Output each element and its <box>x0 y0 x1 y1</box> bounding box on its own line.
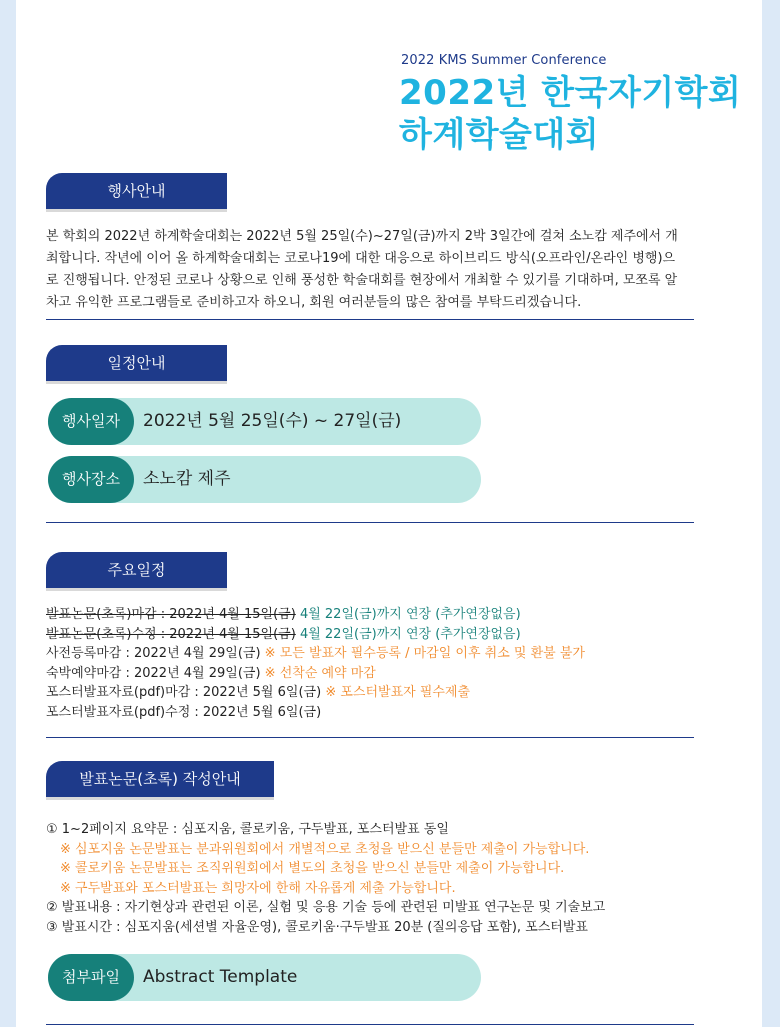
section-tab-abstract-guide <box>46 761 274 797</box>
guide-note: ※ 구두발표와 포스터발표는 희망자에 한해 자유롭게 제출 가능합니다. <box>60 880 456 896</box>
key-date-item <box>46 625 726 645</box>
section-divider <box>46 1024 694 1025</box>
section-tab-schedule-label: 일정안내 <box>107 354 166 372</box>
key-date-item <box>46 703 726 723</box>
event-venue-badge: 행사장소 <box>48 456 134 503</box>
event-date-value: 2022년 5월 25일(수) ~ 27일(금) <box>143 411 402 431</box>
section-tab-key-dates <box>46 552 227 588</box>
event-venue-pill <box>48 456 481 503</box>
event-date-pill <box>48 398 481 445</box>
section-tab-schedule <box>46 345 227 381</box>
conference-title <box>399 72 741 156</box>
conference-title-line2: 하계학술대회 <box>399 115 600 155</box>
section-tab-abstract-guide-label: 발표논문(초록) 작성안내 <box>79 770 241 788</box>
guide-item: ③ 발표시간 : 심포지움(세션별 자율운영), 콜로키움·구두발표 20분 (질의응답 포함), 포스터발표 <box>46 919 588 935</box>
key-date-item <box>46 605 726 625</box>
conference-subtitle: 2022 KMS Summer Conference <box>401 53 607 68</box>
section-divider <box>46 737 694 738</box>
announcement-page <box>16 0 762 1027</box>
key-date-text: 사전등록마감 : 2022년 4월 29일(금) <box>46 646 261 661</box>
guide-item: ② 발표내용 : 자기현상과 관련된 이론, 실험 및 응용 기술 등에 관련된 미발표 연구논문 및 기술보고 <box>46 900 606 915</box>
section-tab-overview <box>46 173 227 209</box>
key-date-text: 발표논문(초록)마감 : 2022년 4월 15일(금) <box>46 607 296 622</box>
section-divider <box>46 522 694 523</box>
key-date-note: ※ 포스터발표자 필수제출 <box>325 685 471 700</box>
key-date-text: 포스터발표자료(pdf)수정 : 2022년 5월 6일(금) <box>46 704 322 720</box>
key-date-text: 포스터발표자료(pdf)마감 : 2022년 5월 6일(금) <box>46 685 322 700</box>
key-date-note: 4월 22일(금)까지 연장 (추가연장없음) <box>299 626 521 642</box>
key-date-note: ※ 모든 발표자 필수등록 / 마감일 이후 취소 및 환불 불가 <box>264 646 585 661</box>
section-divider <box>46 319 694 320</box>
key-date-text: 발표논문(초록)수정 : 2022년 4월 15일(금) <box>46 626 296 642</box>
overview-paragraph: 본 학회의 2022년 하계학술대회는 2022년 5월 25일(수)~27일(금)까지 2박 3일간에 걸쳐 소노캄 제주에서 개최합니다. 작년에 이어 올 하계학술대회는 코로나19에 대한 대응으로 하이브리드 방식(오프라인/온라인 병행)으로 진행됩니다. 안정된 코로나 상황으로 인해 풍성한 학술대회를 현장에서 개최할 수 있기를 기대하며, 모쪼록 알차고 유익한 프로그램들로 준비하고자 하오니, 회원 여러분들의 많은 참여를 부탁드리겠습니다. <box>46 229 678 310</box>
conference-title-line1: 2022년 한국자기학회 <box>399 73 742 113</box>
key-date-note: 4월 22일(금)까지 연장 (추가연장없음) <box>299 607 521 622</box>
event-venue-value: 소노캄 제주 <box>143 469 231 489</box>
guide-item: ① 1~2페이지 요약문 : 심포지움, 콜로키움, 구두발표, 포스터발표 동일 <box>46 822 449 837</box>
key-date-text: 숙박예약마감 : 2022년 4월 29일(금) <box>46 665 261 681</box>
section-tab-overview-label: 행사안내 <box>107 182 166 200</box>
key-dates-list <box>46 605 726 722</box>
key-date-item <box>46 683 726 703</box>
key-date-note: ※ 선착순 예약 마감 <box>264 665 376 681</box>
event-date-badge: 행사일자 <box>48 398 134 445</box>
guide-note: ※ 콜로키움 논문발표는 조직위원회에서 별도의 초청을 받으신 분들만 제출이 가능합니다. <box>60 861 565 876</box>
abstract-guide-list <box>46 820 726 937</box>
section-tab-key-dates-label: 주요일정 <box>107 561 166 579</box>
guide-note: ※ 심포지움 논문발표는 분과위원회에서 개별적으로 초청을 받으신 분들만 제출이 가능합니다. <box>60 841 590 857</box>
attachment-badge: 첨부파일 <box>48 954 134 1001</box>
attachment-pill[interactable] <box>48 954 481 1001</box>
abstract-template-link[interactable]: Abstract Template <box>143 967 298 987</box>
key-date-item <box>46 644 726 664</box>
key-date-item <box>46 664 726 684</box>
